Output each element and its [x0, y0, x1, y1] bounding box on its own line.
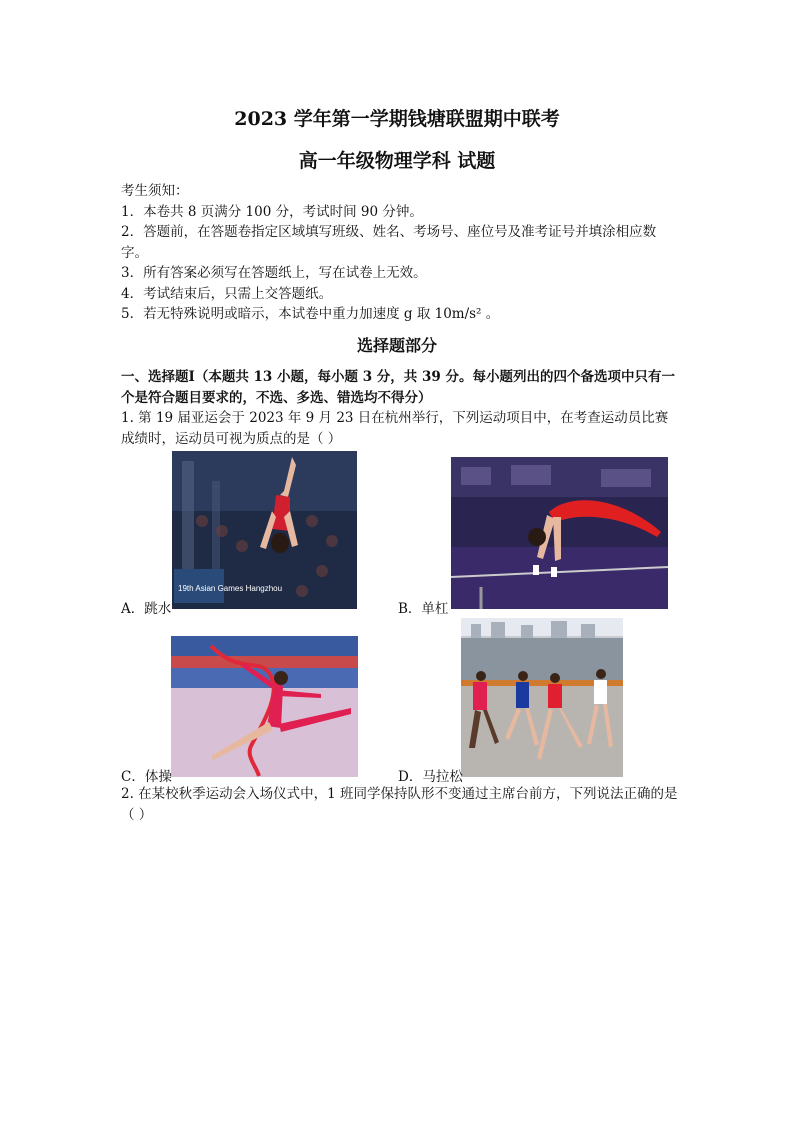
exam-subtitle: 高一年级物理学科 试题: [298, 150, 496, 172]
rhythmic-gymnastics-photo: [171, 636, 358, 777]
question-1-text: 1. 第 19 届亚运会于 2023 年 9 月 23 日在杭州举行，下列运动项目中，在考查运动员比赛成绩时，运动员可视为质点的是（ ）: [121, 410, 669, 447]
notice-heading: 考生须知：: [121, 183, 189, 199]
photo-caption: 19th Asian Games Hangzhou: [178, 584, 283, 593]
notice-item: 4．考试结束后，只需上交答题纸。: [121, 285, 333, 302]
notice-block: [121, 181, 681, 325]
exam-title: 2023 学年第一学期钱塘联盟期中联考: [234, 108, 560, 130]
notice-item: 3．所有答案必须写在答题纸上，写在试卷上无效。: [121, 265, 427, 281]
notice-item: 1．本卷共 8 页满分 100 分，考试时间 90 分钟。: [121, 203, 423, 220]
marathon-photo: [461, 618, 623, 777]
option-c-label: C．体操: [121, 769, 172, 785]
section-title: 选择题部分: [356, 336, 437, 355]
option-b-label: B．单杠: [398, 601, 449, 617]
horizontal-bar-photo: [451, 457, 668, 609]
section-instructions: 一、选择题Ⅰ（本题共 13 小题，每小题 3 分，共 39 分。每小题列出的四个备选项中只有一个是符合题目要求的，不选、多选、错选均不得分）: [121, 369, 675, 406]
question-2-text: 2. 在某校秋季运动会入场仪式中，1 班同学保持队形不变通过主席台前方，下列说法正确的是（ ）: [121, 786, 678, 823]
notice-item: 5．若无特殊说明或暗示，本试卷中重力加速度 g 取 10m/s² 。: [121, 306, 500, 322]
option-a-label: A．跳水: [121, 601, 172, 617]
diving-photo: [172, 451, 357, 609]
notice-item: 2．答题前，在答题卷指定区域填写班级、姓名、考场号、座位号及准考证号并填涂相应数字。: [121, 224, 657, 261]
option-d-label: D．马拉松: [398, 769, 463, 785]
